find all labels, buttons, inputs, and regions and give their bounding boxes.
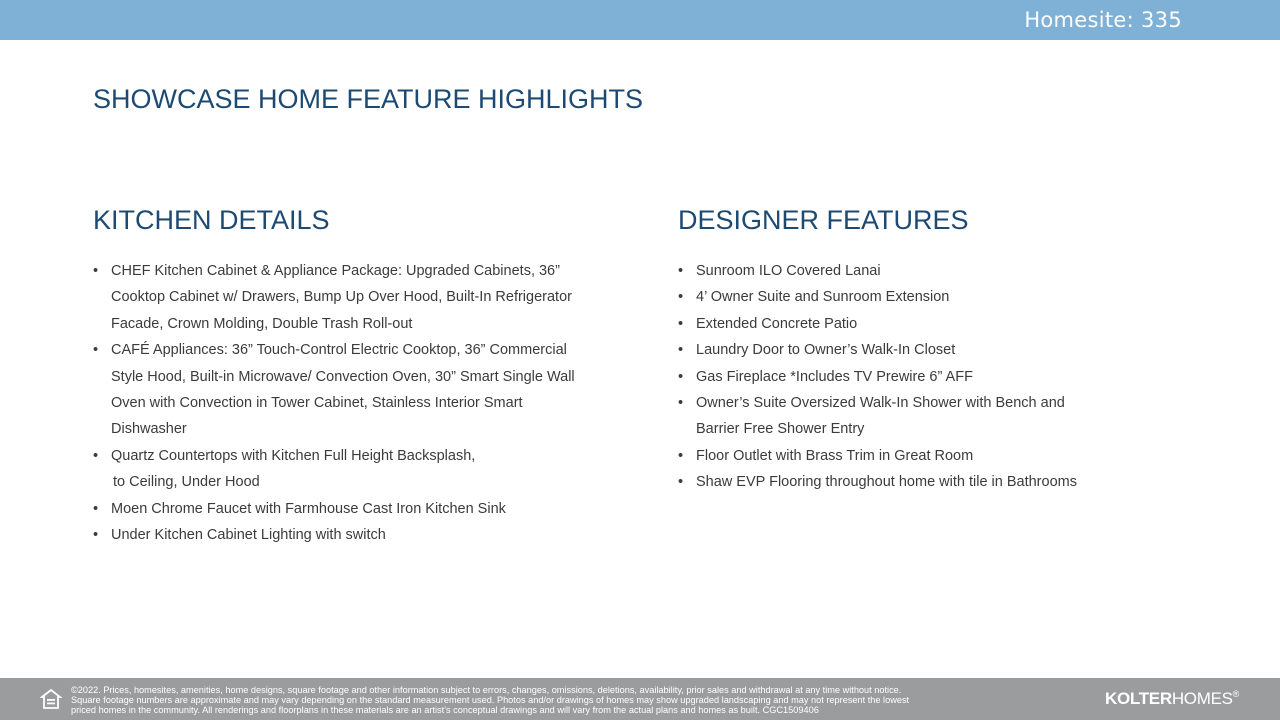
list-item-line: Barrier Free Shower Entry — [696, 421, 865, 438]
list-item — [678, 337, 1098, 363]
list-item-line: • Under Kitchen Cabinet Lighting with switch — [111, 527, 386, 544]
list-item — [93, 258, 603, 337]
list-item — [678, 311, 1098, 337]
list-item-line: • Owner’s Suite Oversized Walk-In Shower with Bench and — [696, 395, 1065, 412]
list-item-line: • Floor Outlet with Brass Trim in Great Room — [696, 447, 974, 464]
disclaimer-line: Square footage numbers are approximate and may vary depending on the standard measurement used. Photos and/or drawings of homes may show upgraded landscaping and may not represent the lowest — [71, 694, 910, 705]
kitchen-details-heading: KITCHEN DETAILS — [93, 205, 330, 235]
list-item — [678, 390, 1098, 443]
disclaimer-line: ©2022. Prices, homesites, amenities, home designs, square footage and other information subject to errors, changes, omissions, deletions, availability, prior sales and withdrawal at any time without notice. — [71, 685, 902, 695]
logo-regular-text: HOMES — [1171, 689, 1233, 708]
list-item-line: • Gas Fireplace *Includes TV Prewire 6” AFF — [696, 368, 973, 385]
list-item-line: • Moen Chrome Faucet with Farmhouse Cast Iron Kitchen Sink — [111, 500, 506, 517]
homesite-label: Homesite: 335 — [1024, 8, 1182, 32]
list-item-line: • CHEF Kitchen Cabinet & Appliance Package: Upgraded Cabinets, 36” — [111, 263, 560, 279]
list-item — [93, 337, 603, 443]
kitchen-details-list — [93, 258, 603, 548]
list-item — [678, 284, 1098, 310]
kolter-homes-logo — [1105, 689, 1239, 709]
list-item-line: Cooktop Cabinet w/ Drawers, Bump Up Over Hood, Built-In Refrigerator — [111, 289, 572, 306]
page-title: SHOWCASE HOME FEATURE HIGHLIGHTS — [93, 84, 644, 114]
list-item-line: Oven with Convection in Tower Cabinet, Stainless Interior Smart — [111, 395, 523, 412]
list-item-line: • Quartz Countertops with Kitchen Full Height Backsplash, — [111, 447, 476, 464]
list-item-line: • 4’ Owner Suite and Sunroom Extension — [696, 289, 950, 306]
equal-housing-icon — [40, 688, 62, 710]
disclaimer-line: priced homes in the community. All renderings and floorplans in these materials are an artist’s conceptual drawings and will vary from the actual plans and homes as built. CGC1509406 — [71, 704, 819, 715]
footer-bar — [0, 678, 1280, 720]
list-item-line: Dishwasher — [111, 421, 187, 438]
top-banner — [0, 0, 1280, 40]
designer-features-heading: DESIGNER FEATURES — [678, 205, 969, 235]
list-item-line: Facade, Crown Molding, Double Trash Roll-out — [111, 315, 413, 332]
list-item-line: • Laundry Door to Owner’s Walk-In Closet — [696, 342, 956, 359]
list-item-line: • Extended Concrete Patio — [696, 315, 858, 332]
list-item-line: • Sunroom ILO Covered Lanai — [696, 263, 881, 279]
registered-mark: ® — [1232, 689, 1240, 699]
list-item — [93, 496, 603, 522]
list-item — [678, 443, 1098, 469]
logo-bold-text: KOLTER — [1105, 689, 1172, 708]
list-item — [678, 364, 1098, 390]
designer-features-list — [678, 258, 1098, 496]
list-item — [678, 469, 1098, 495]
list-item — [93, 443, 603, 496]
list-item — [678, 258, 1098, 284]
list-item-line: • CAFÉ Appliances: 36” Touch-Control Electric Cooktop, 36” Commercial — [111, 342, 567, 359]
list-item-line: to Ceiling, Under Hood — [113, 474, 260, 491]
list-item — [93, 522, 603, 548]
legal-disclaimer — [71, 686, 1101, 715]
list-item-line: • Shaw EVP Flooring throughout home with tile in Bathrooms — [696, 474, 1077, 491]
list-item-line: Style Hood, Built-in Microwave/ Convection Oven, 30” Smart Single Wall — [111, 368, 575, 385]
